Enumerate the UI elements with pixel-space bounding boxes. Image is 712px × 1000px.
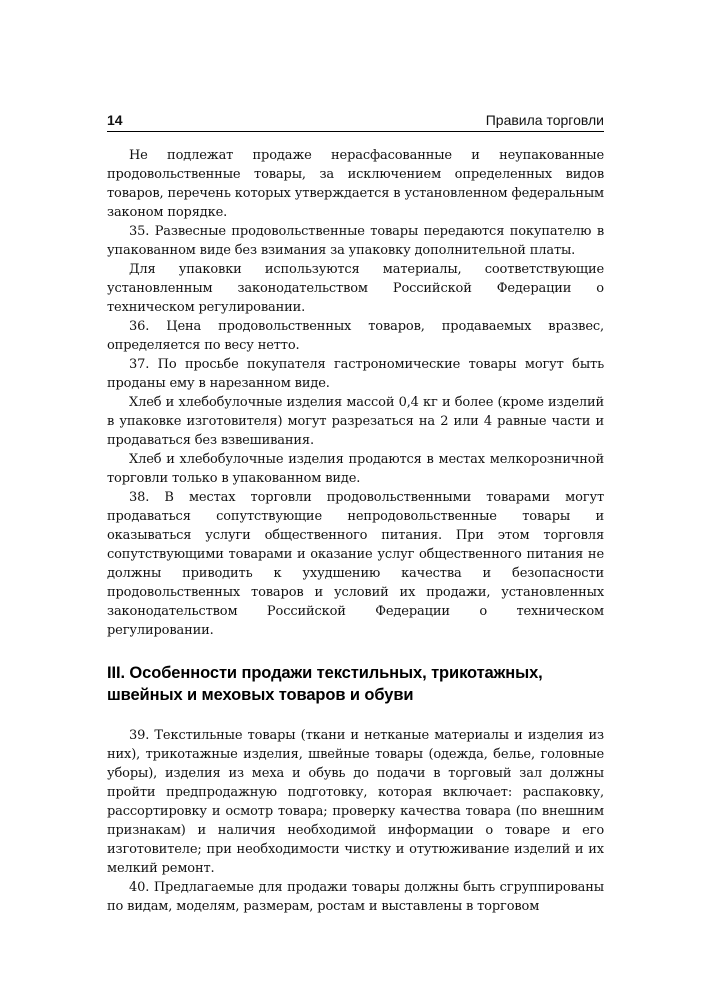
paragraph: 35. Развесные продовольственные товары передаются покупателю в упакованном виде без взимания за упаковку дополнительной платы. (107, 224, 604, 258)
paragraph: 40. Предлагаемые для продажи товары должны быть сгруппированы по видам, моделям, размерам, ростам и выставлены в торговом (107, 880, 604, 914)
paragraph: Хлеб и хлебобулочные изделия массой 0,4 кг и более (кроме изделий в упаковке изготовителя) могут разрезаться на 2 или 4 равные части и продаваться без взвешивания. (107, 395, 604, 448)
paragraph: 39. Текстильные товары (ткани и нетканые материалы и изделия из них), трикотажные изделия, швейные товары (одежда, белье, головные уборы), изделия из меха и обувь до подачи в торговый зал должны пройти предпродажную подготовку, которая включает: распаковку, рассортировку и осмотр товара; проверку качества товара (по внешним признакам) и наличия необходимой информации о товаре и его изготовителе; при необходимости чистку и отутюживание изделий и их мелкий ремонт. (107, 728, 604, 876)
paragraph: 37. По просьбе покупателя гастрономические товары могут быть проданы ему в нарезанном виде. (107, 357, 604, 391)
page-header (107, 109, 604, 132)
paragraph: Для упаковки используются материалы, соответствующие установленным законодательством Российской Федерации о техническом регулировании. (107, 262, 604, 315)
section-heading: III. Особенности продажи текстильных, трикотажных, швейных и меховых товаров и обуви (107, 664, 543, 704)
paragraph: 36. Цена продовольственных товаров, продаваемых вразвес, определяется по весу нетто. (107, 319, 604, 353)
document-page (107, 109, 604, 916)
body-text (107, 146, 604, 916)
paragraph: Не подлежат продаже нерасфасованные и неупакованные продовольственные товары, за исключением определенных видов товаров, перечень которых утверждается в установленном федеральным законом порядке. (107, 148, 604, 220)
page-number: 14 (107, 112, 123, 128)
paragraph: 38. В местах торговли продовольственными товарами могут продаваться сопутствующие непродовольственные товары и оказываться услуги общественного питания. При этом торговля сопутствующими товарами и оказание услуг общественного питания не должны приводить к ухудшению качества и безопасности продовольственных товаров и условий их продажи, установленных законодательством Российской Федерации о техническом регулировании. (107, 490, 604, 638)
running-title: Правила торговли (485, 112, 604, 128)
paragraph: Хлеб и хлебобулочные изделия продаются в местах мелкорозничной торговли только в упакованном виде. (107, 452, 604, 486)
